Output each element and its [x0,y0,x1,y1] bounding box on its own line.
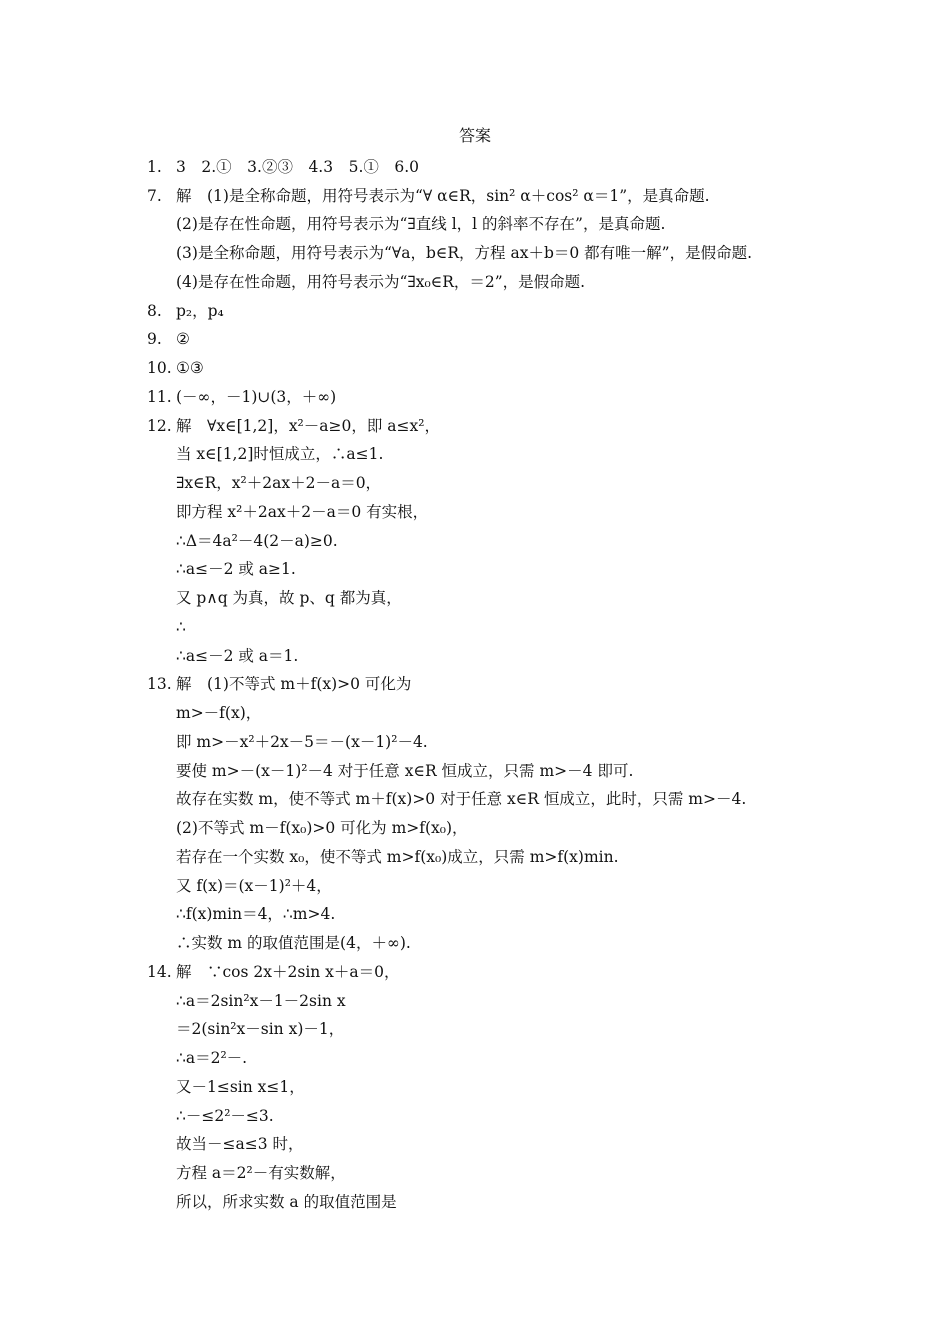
line-text: 即方程 x²＋2ax＋2－a＝0 有实根， [176,503,429,521]
line-text: 解 ∀x∈[1,2]，x²－a≥0，即 a≤x²， [176,417,440,435]
line-text: ② [176,330,190,348]
line-text: 解 ∵cos 2x＋2sin x＋a＝0， [176,963,400,981]
line-text: (4)是存在性命题，用符号表示为“∃x₀∈R，＝2”，是假命题. [176,273,586,291]
line-text: 3 2.① 3.②③ 4.3 5.① 6.0 [176,158,420,176]
line-text: 若存在一个实数 x₀，使不等式 m>f(x₀)成立，只需 m>f(x)min. [176,848,619,866]
line-text: (－∞，－1)∪(3，＋∞) [176,388,337,406]
item-number: 14. [147,963,172,981]
item-number: 10. [147,359,172,377]
item-number: 9. [147,330,162,348]
item-number: 12. [147,417,172,435]
item-number: 7. [147,187,162,205]
line-text: m>－f(x)， [176,704,262,722]
line-text: ∴a≤－2 或 a＝1. [176,647,299,665]
page-title: 答案 [458,126,491,145]
line-text: ＝2(sin²x－sin x)－1， [176,1020,345,1038]
line-text: (2)是存在性命题，用符号表示为“∃直线 l，l 的斜率不存在”，是真命题. [176,215,666,233]
line-text: 又 f(x)＝(x－1)²＋4， [176,877,332,895]
line-text: p₂，p₄ [176,302,224,320]
line-text: ∴－≤2²－≤3. [176,1107,274,1125]
line-text: ∴ [176,618,186,636]
line-text: 当 x∈[1,2]时恒成立，∴a≤1. [176,445,384,463]
line-text: 故当－≤a≤3 时， [176,1135,304,1153]
line-text: ∴a＝2sin²x－1－2sin x [176,992,346,1010]
item-number: 13. [147,675,172,693]
line-text: 又－1≤sin x≤1， [176,1078,305,1096]
line-text: ∴Δ＝4a²－4(2－a)≥0. [176,532,338,550]
line-text: ∴实数 m 的取值范围是(4，＋∞). [176,934,411,952]
item-number: 11. [147,388,172,406]
line-text: 方程 a＝2²－有实数解， [176,1164,346,1182]
line-text: 又 p∧q 为真，故 p、q 都为真， [176,589,402,607]
line-text: ∴f(x)min＝4，∴m>4. [176,905,336,923]
line-text: (3)是全称命题，用符号表示为“∀a，b∈R，方程 ax＋b＝0 都有唯一解”，是假命题. [176,244,753,262]
line-text: (2)不等式 m－f(x₀)>0 可化为 m>f(x₀)， [176,819,468,837]
line-text: ∴a≤－2 或 a≥1. [176,560,296,578]
item-number: 1. [147,158,162,176]
line-text: 故存在实数 m，使不等式 m＋f(x)>0 对于任意 x∈R 恒成立，此时，只需 m>－4. [176,790,747,808]
line-text: ∴a＝2²－. [176,1049,248,1067]
line-text: 要使 m>－(x－1)²－4 对于任意 x∈R 恒成立，只需 m>－4 即可. [176,762,634,780]
item-number: 8. [147,302,162,320]
line-text: 所以，所求实数 a 的取值范围是 [176,1193,397,1211]
line-text: 解 (1)不等式 m＋f(x)>0 可化为 [176,675,412,693]
line-text: ∃x∈R，x²＋2ax＋2－a＝0， [176,474,382,492]
line-text: ①③ [176,359,204,377]
line-text: 即 m>－x²＋2x－5＝－(x－1)²－4. [176,733,428,751]
line-text: 解 (1)是全称命题，用符号表示为“∀ α∈R，sin² α＋cos² α＝1”，是真命题. [176,187,710,205]
